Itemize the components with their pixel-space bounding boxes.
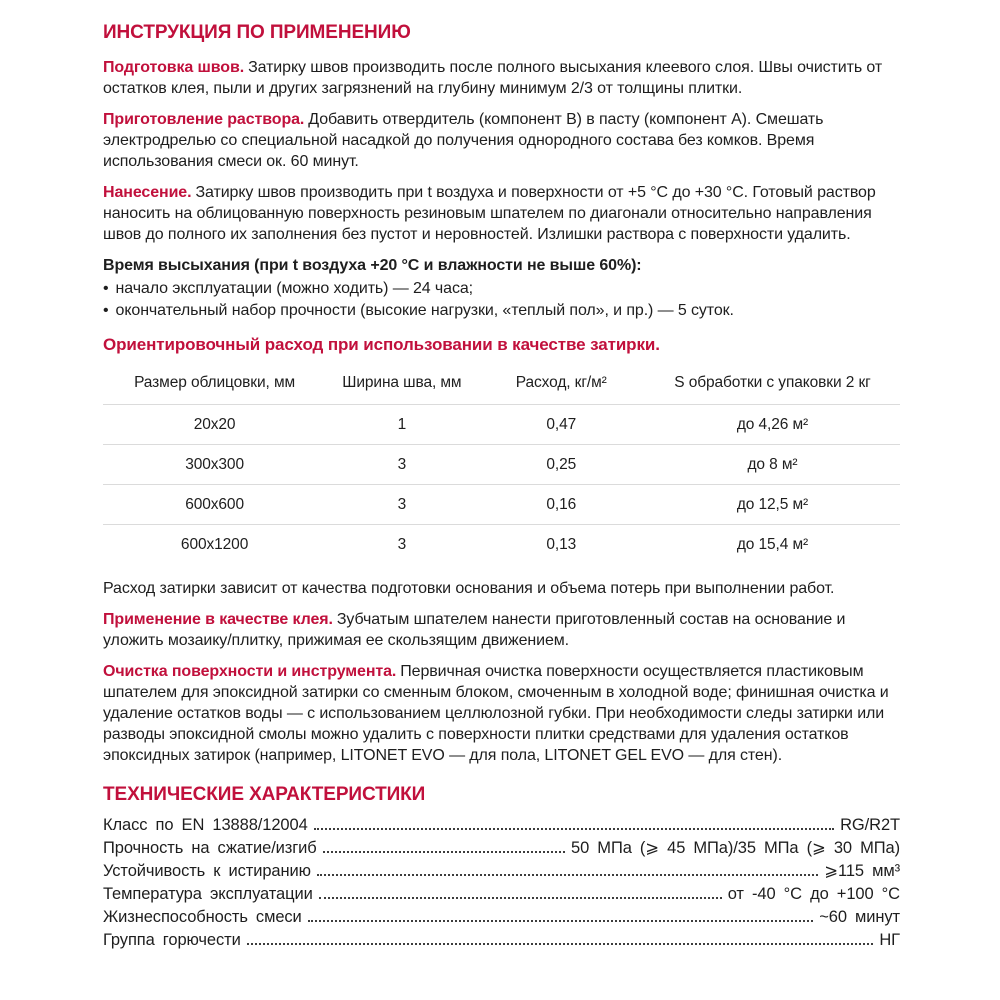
spec-row-flammability bbox=[103, 929, 900, 952]
page-title: ИНСТРУКЦИЯ ПО ПРИМЕНЕНИЮ bbox=[103, 22, 411, 43]
list-item: • окончательный набор прочности (высокие нагрузки, «теплый пол», и пр.) — 5 суток. bbox=[103, 300, 900, 322]
table-cell: 0,25 bbox=[478, 445, 645, 485]
paragraph-body: Затирку швов производить при t воздуха и поверхности от +5 °С до +30 °С. Готовый раствор наносить на облицованную поверхность резиновым шпателем по диагонали относительно направления швов до полного их заполнения без пустот и неровностей. Излишки раствора с поверхности удалить. bbox=[103, 184, 876, 243]
paragraph-mix-preparation bbox=[103, 109, 900, 172]
specs-title: ТЕХНИЧЕСКИЕ ХАРАКТЕРИСТИКИ bbox=[103, 784, 426, 805]
table-cell: 600x600 bbox=[103, 485, 326, 525]
dotted-leader bbox=[247, 943, 874, 945]
paragraph-lead: Очистка поверхности и инструмента. bbox=[103, 663, 397, 680]
spec-label: Температура эксплуатации bbox=[103, 885, 313, 903]
paragraph-adhesive-use bbox=[103, 609, 900, 651]
spec-label: Устойчивость к истиранию bbox=[103, 862, 311, 880]
paragraph-body: Добавить отвердитель (компонент В) в пасту (компонент А). Смешать электродрелью со специальной насадкой до получения однородного состава без комков. Время использования смеси ок. 60 минут. bbox=[103, 111, 824, 170]
paragraph-body: Зубчатым шпателем нанести приготовленный состав на основание и уложить мозаику/плитку, прижимая ее скользящим движением. bbox=[103, 611, 846, 649]
paragraph-lead: Приготовление раствора. bbox=[103, 111, 305, 128]
table-cell: 20x20 bbox=[103, 405, 326, 445]
paragraph-body: Первичная очистка поверхности осуществляется пластиковым шпателем для эпоксидной затирки со сменным блоком, смоченным в холодной воде; финишная очистка и удаление остатков воды — с использованием целлюлозной губки. При необходимости следы затирки или разводы эпоксидной смолы можно удалить с поверхности плитки средствами для удаления остатков эпоксидных затирок (например, LITONET EVO — для пола, LITONET GEL EVO — для стен). bbox=[103, 663, 889, 764]
list-item: • начало эксплуатации (можно ходить) — 24 часа; bbox=[103, 278, 900, 300]
paragraph-application bbox=[103, 182, 900, 245]
spec-row-temperature bbox=[103, 883, 900, 906]
spec-value: RG/R2T bbox=[840, 816, 900, 834]
table-cell: 300x300 bbox=[103, 445, 326, 485]
paragraph-body: Затирку швов производить после полного высыхания клеевого слоя. Швы очистить от остатков клея, пыли и других загрязнений на глубину минимум 2/3 от толщины плитки. bbox=[103, 59, 883, 97]
table-cell: 1 bbox=[326, 405, 477, 445]
dotted-leader bbox=[319, 897, 722, 899]
dotted-leader bbox=[308, 920, 814, 922]
column-header-consumption: Расход, кг/м² bbox=[478, 365, 645, 405]
table-cell: до 4,26 м² bbox=[645, 405, 900, 445]
spec-value: НГ bbox=[879, 931, 900, 949]
paragraph-lead: Применение в качестве клея. bbox=[103, 611, 333, 628]
table-row bbox=[103, 405, 900, 445]
table-cell: 3 bbox=[326, 445, 477, 485]
paragraph-lead: Подготовка швов. bbox=[103, 59, 245, 76]
table-cell: до 15,4 м² bbox=[736, 536, 809, 553]
table-row bbox=[103, 445, 900, 485]
table-cell: 600x1200 bbox=[180, 536, 249, 553]
table-cell: 0,16 bbox=[478, 485, 645, 525]
table-cell: 0,13 bbox=[546, 536, 577, 553]
column-header-coverage: S обработки с упаковки 2 кг bbox=[645, 365, 900, 405]
table-row bbox=[103, 525, 900, 565]
dotted-leader bbox=[317, 874, 818, 876]
spec-label: Жизнеспособность смеси bbox=[103, 908, 302, 926]
table-header-row bbox=[103, 365, 900, 405]
paragraph-cleaning bbox=[103, 661, 900, 766]
dotted-leader bbox=[323, 851, 565, 853]
drying-time-heading: Время высыхания (при t воздуха +20 °С и влажности не выше 60%): bbox=[103, 257, 642, 274]
spec-value: от -40 °С до +100 °С bbox=[727, 885, 900, 903]
spec-label: Класс по EN 13888/12004 bbox=[103, 816, 308, 834]
spec-row-abrasion bbox=[103, 860, 900, 883]
specs-list bbox=[103, 814, 900, 952]
table-cell: до 12,5 м² bbox=[645, 485, 900, 525]
spec-row-pot-life bbox=[103, 906, 900, 929]
column-header-joint-width: Ширина шва, мм bbox=[326, 365, 477, 405]
spec-value: ⩾115 мм³ bbox=[824, 862, 900, 880]
table-cell: до 8 м² bbox=[645, 445, 900, 485]
table-row bbox=[103, 485, 900, 525]
spec-value: ~60 минут bbox=[819, 908, 900, 926]
spec-row-class bbox=[103, 814, 900, 837]
table-cell: 3 bbox=[326, 485, 477, 525]
spec-row-strength bbox=[103, 837, 900, 860]
dotted-leader bbox=[314, 828, 834, 830]
table-cell: 3 bbox=[397, 536, 407, 553]
table-cell: 0,47 bbox=[478, 405, 645, 445]
spec-value: 50 МПа (⩾ 45 МПа)/35 МПа (⩾ 30 МПа) bbox=[571, 839, 900, 857]
consumption-table bbox=[103, 365, 900, 564]
drying-time-list bbox=[103, 278, 900, 322]
spec-label: Группа горючести bbox=[103, 931, 241, 949]
paragraph-joint-preparation bbox=[103, 57, 900, 99]
spec-label: Прочность на сжатие/изгиб bbox=[103, 839, 317, 857]
consumption-note: Расход затирки зависит от качества подготовки основания и объема потерь при выполнении работ. bbox=[103, 580, 835, 597]
paragraph-lead: Нанесение. bbox=[103, 184, 192, 201]
consumption-heading: Ориентировочный расход при использовании в качестве затирки. bbox=[103, 335, 660, 354]
column-header-tile-size: Размер облицовки, мм bbox=[103, 365, 326, 405]
